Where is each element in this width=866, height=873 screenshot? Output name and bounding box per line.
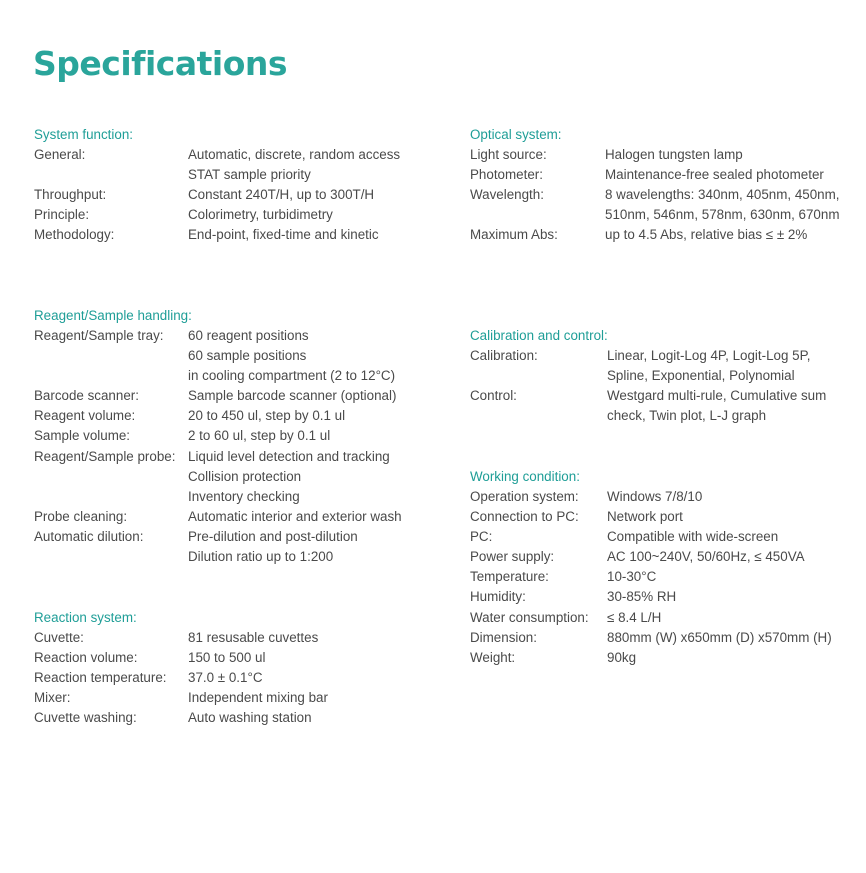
spec-row — [34, 708, 328, 728]
spec-row — [34, 406, 402, 426]
optical-system-section — [470, 125, 839, 245]
working-condition-section — [470, 467, 832, 668]
spec-label: Cuvette washing: — [34, 710, 137, 726]
spec-values — [605, 185, 839, 225]
spec-value: 20 to 450 ul, step by 0.1 ul — [188, 408, 346, 424]
spec-value: STAT sample priority — [188, 167, 311, 183]
spec-row — [470, 386, 826, 426]
spec-values — [605, 165, 824, 185]
spec-value: 90kg — [607, 649, 637, 665]
spec-label: Weight: — [470, 649, 516, 665]
spec-row — [470, 648, 832, 668]
spec-value: Colorimetry, turbidimetry — [188, 207, 333, 223]
spec-row — [470, 487, 832, 507]
calibration-control-section — [470, 326, 826, 426]
spec-value: Inventory checking — [188, 488, 300, 504]
spec-values — [188, 225, 379, 245]
spec-row — [470, 547, 832, 567]
spec-row — [34, 145, 400, 185]
spec-row — [34, 527, 402, 567]
spec-rows — [34, 326, 402, 567]
spec-value: up to 4.5 Abs, relative bias ≤ ± 2% — [605, 227, 808, 243]
spec-values — [605, 145, 743, 165]
section-title: Calibration and control: — [470, 328, 608, 343]
spec-value: Independent mixing bar — [188, 690, 328, 706]
spec-rows — [470, 346, 826, 426]
spec-values — [607, 487, 702, 507]
spec-label: Connection to PC: — [470, 509, 579, 525]
spec-value: 30-85% RH — [607, 589, 677, 605]
spec-value: check, Twin plot, L-J graph — [607, 408, 767, 424]
spec-label: Dimension: — [470, 629, 537, 645]
spec-values — [188, 507, 402, 527]
spec-value: 81 resusable cuvettes — [188, 630, 319, 645]
reagent-sample-handling-section — [34, 306, 402, 567]
spec-values — [188, 527, 358, 567]
spec-row — [34, 426, 402, 446]
spec-value: 2 to 60 ul, step by 0.1 ul — [188, 428, 331, 444]
spec-value: Automatic interior and exterior wash — [188, 508, 402, 524]
spec-row — [470, 165, 839, 185]
spec-value: 37.0 ± 0.1°C — [188, 670, 263, 686]
spec-values — [607, 507, 683, 527]
spec-value: End-point, fixed-time and kinetic — [188, 227, 379, 243]
spec-label: Power supply: — [470, 549, 555, 565]
section-title: Reaction system: — [34, 610, 137, 625]
spec-label: Water consumption: — [470, 609, 589, 625]
spec-row — [470, 527, 832, 547]
spec-row — [34, 648, 328, 668]
spec-value: 8 wavelengths: 340nm, 405nm, 450nm, — [605, 187, 840, 203]
spec-values — [605, 225, 807, 245]
spec-value: Spline, Exponential, Polynomial — [607, 368, 795, 384]
page-title: Specifications — [33, 44, 288, 83]
spec-label: Control: — [470, 388, 517, 404]
spec-value: 880mm (W) x650mm (D) x570mm (H) — [607, 629, 832, 645]
spec-value: Automatic, discrete, random access — [188, 147, 401, 162]
spec-label: Light source: — [470, 147, 547, 162]
spec-label: Reagent/Sample tray: — [34, 328, 164, 343]
spec-value: Sample barcode scanner (optional) — [188, 388, 397, 404]
spec-label: Automatic dilution: — [34, 528, 144, 544]
spec-value: 60 reagent positions — [188, 328, 309, 343]
spec-label: Maximum Abs: — [470, 227, 558, 243]
spec-values — [607, 587, 676, 607]
spec-values — [188, 648, 265, 668]
spec-row — [470, 567, 832, 587]
spec-row — [34, 688, 328, 708]
spec-label: Reagent/Sample probe: — [34, 448, 176, 464]
spec-value: AC 100~240V, 50/60Hz, ≤ 450VA — [607, 549, 805, 565]
spec-row — [34, 628, 328, 648]
spec-values — [188, 447, 390, 507]
spec-value: Liquid level detection and tracking — [188, 448, 390, 464]
spec-values — [188, 386, 396, 406]
spec-label: General: — [34, 147, 86, 162]
spec-row — [470, 587, 832, 607]
spec-values — [188, 708, 312, 728]
spec-value: 150 to 500 ul — [188, 650, 266, 666]
spec-values — [188, 205, 333, 225]
spec-rows — [470, 487, 832, 668]
spec-row — [34, 225, 400, 245]
spec-label: Reaction volume: — [34, 650, 138, 666]
spec-value: Westgard multi-rule, Cumulative sum — [607, 388, 827, 404]
spec-row — [470, 145, 839, 165]
spec-values — [607, 608, 661, 628]
spec-label: Humidity: — [470, 589, 526, 605]
spec-values — [188, 406, 345, 426]
spec-label: Photometer: — [470, 167, 543, 183]
spec-row — [470, 507, 832, 527]
spec-value: Linear, Logit-Log 4P, Logit-Log 5P, — [607, 348, 811, 363]
reaction-system-section — [34, 608, 328, 728]
spec-row — [34, 326, 402, 386]
spec-values — [607, 386, 826, 426]
spec-values — [607, 527, 778, 547]
spec-row — [470, 346, 826, 386]
spec-value: Windows 7/8/10 — [607, 489, 703, 504]
spec-row — [34, 507, 402, 527]
spec-value: Pre-dilution and post-dilution — [188, 528, 358, 544]
spec-label: Reagent volume: — [34, 408, 136, 424]
section-title: System function: — [34, 127, 133, 142]
spec-values — [607, 547, 805, 567]
spec-value: Network port — [607, 509, 683, 525]
spec-values — [188, 326, 395, 386]
spec-label: Mixer: — [34, 690, 71, 706]
spec-label: Temperature: — [470, 569, 549, 585]
spec-values — [188, 185, 374, 205]
spec-label: Barcode scanner: — [34, 388, 139, 404]
spec-label: Methodology: — [34, 227, 115, 243]
spec-row — [470, 608, 832, 628]
spec-values — [607, 648, 636, 668]
spec-row — [34, 447, 402, 507]
spec-value: Constant 240T/H, up to 300T/H — [188, 187, 375, 203]
system-function-section — [34, 125, 400, 245]
spec-value: Compatible with wide-screen — [607, 529, 779, 545]
spec-values — [607, 567, 656, 587]
spec-label: Calibration: — [470, 348, 538, 363]
spec-values — [188, 145, 400, 185]
spec-rows — [34, 628, 328, 728]
spec-value: Auto washing station — [188, 710, 312, 726]
spec-label: Throughput: — [34, 187, 107, 203]
spec-label: Reaction temperature: — [34, 670, 167, 686]
spec-label: Probe cleaning: — [34, 508, 128, 524]
section-title: Working condition: — [470, 469, 580, 484]
spec-rows — [470, 145, 839, 245]
spec-row — [34, 185, 400, 205]
spec-value: Maintenance-free sealed photometer — [605, 167, 824, 183]
spec-label: Principle: — [34, 207, 90, 223]
section-title: Optical system: — [470, 127, 562, 142]
spec-values — [188, 668, 263, 688]
spec-label: Wavelength: — [470, 187, 544, 203]
spec-label: PC: — [470, 529, 493, 545]
spec-values — [188, 688, 328, 708]
spec-row — [34, 668, 328, 688]
spec-value: 510nm, 546nm, 578nm, 630nm, 670nm — [605, 207, 840, 223]
spec-value: 60 sample positions — [188, 348, 307, 364]
spec-values — [188, 426, 330, 446]
spec-row — [34, 205, 400, 225]
spec-row — [470, 225, 839, 245]
spec-label: Cuvette: — [34, 630, 84, 645]
spec-value: 10-30°C — [607, 569, 657, 585]
spec-value: Collision protection — [188, 468, 302, 484]
spec-label: Operation system: — [470, 489, 579, 504]
spec-row — [470, 185, 839, 225]
spec-values — [607, 346, 811, 386]
spec-row — [470, 628, 832, 648]
spec-value: Dilution ratio up to 1:200 — [188, 549, 334, 565]
spec-row — [34, 386, 402, 406]
spec-value: ≤ 8.4 L/H — [607, 609, 662, 625]
section-title: Reagent/Sample handling: — [34, 308, 192, 323]
spec-label: Sample volume: — [34, 428, 131, 444]
spec-value: Halogen tungsten lamp — [605, 147, 743, 162]
spec-values — [188, 628, 318, 648]
spec-values — [607, 628, 832, 648]
spec-rows — [34, 145, 400, 245]
spec-value: in cooling compartment (2 to 12°C) — [188, 368, 396, 384]
